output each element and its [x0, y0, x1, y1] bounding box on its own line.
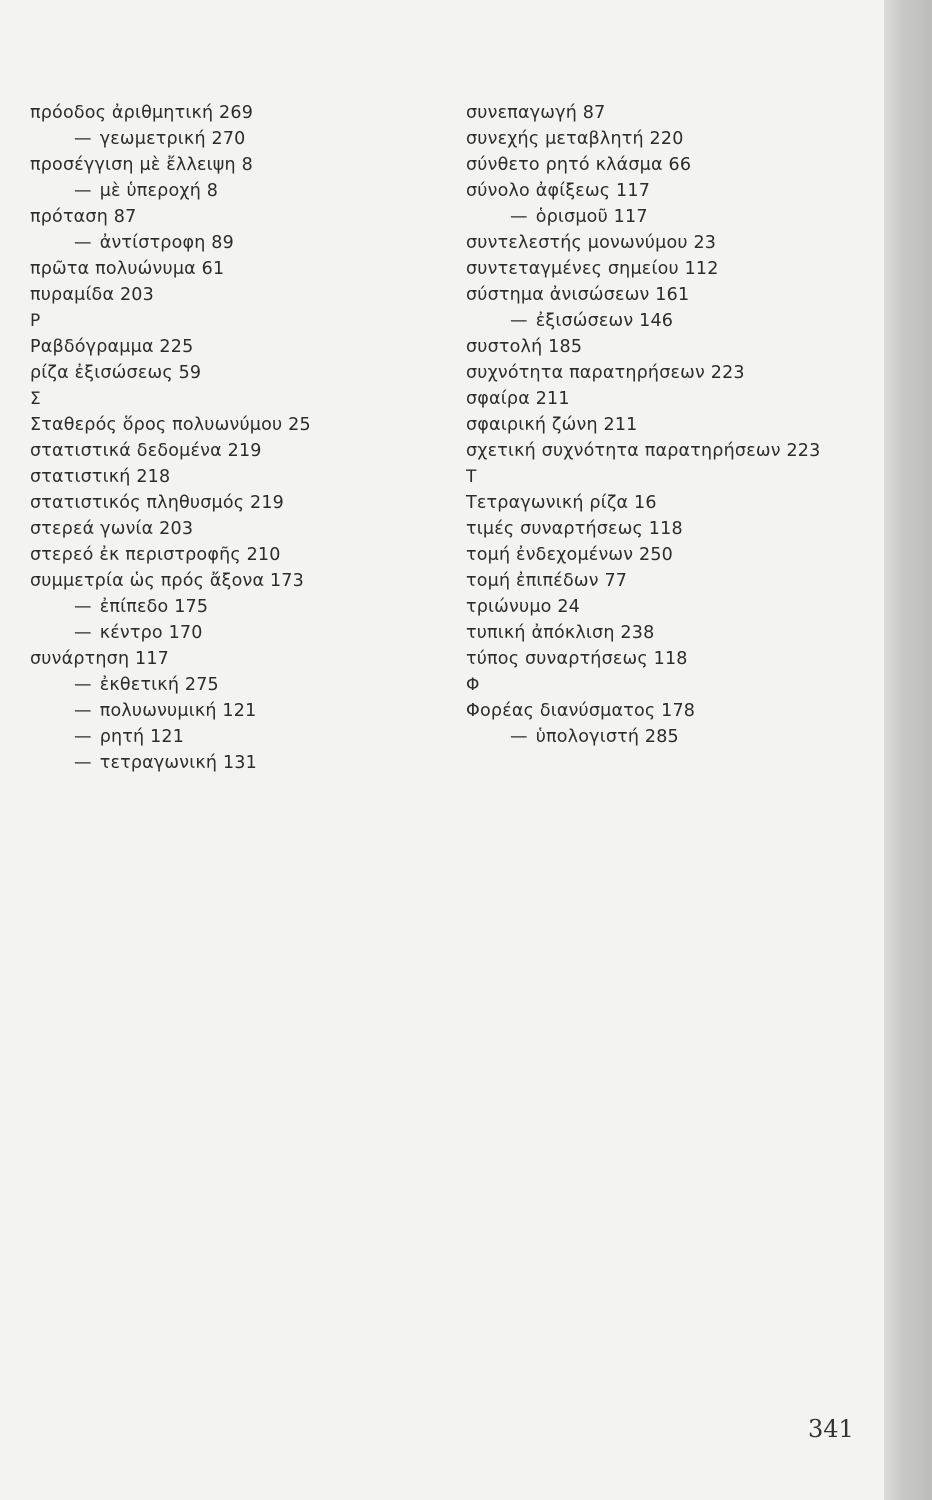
index-entry: συνεπαγωγή 87 [466, 103, 606, 123]
index-entry: τριώνυμο 24 [466, 597, 580, 617]
subentry-dash: — [74, 675, 92, 695]
index-subentry-text: ρητή 121 [99, 727, 185, 747]
subentry-dash: — [74, 597, 92, 617]
index-entry: τομή ἐνδεχομένων 250 [466, 545, 674, 565]
index-subentry [30, 230, 430, 256]
index-entry: πρῶτα πολυώνυμα 61 [30, 259, 225, 279]
index-subentry-text: ἐπίπεδο 175 [99, 597, 209, 617]
subentry-dash: — [74, 233, 92, 253]
index-subentry [30, 698, 430, 724]
index-entry: συμμετρία ὡς πρός ἄξονα 173 [30, 571, 304, 591]
index-subentry-text: πολυωνυμική 121 [99, 701, 257, 721]
index-subentry [30, 724, 430, 750]
index-section-letter: Τ [466, 467, 477, 487]
index-subentry [30, 594, 430, 620]
index-section-letter: Φ [466, 675, 480, 695]
index-entry: στερεό ἐκ περιστροφῆς 210 [30, 545, 281, 565]
index-entry: στατιστικά δεδομένα 219 [30, 441, 262, 461]
subentry-dash: — [510, 727, 528, 747]
index-subentry [466, 724, 896, 750]
index-subentry-text: ἐκθετική 275 [99, 675, 219, 695]
index-entry: Φορέας διανύσματος 178 [466, 701, 696, 721]
index-entry: σφαιρική ζώνη 211 [466, 415, 638, 435]
index-entry: σύνολο ἀφίξεως 117 [466, 181, 651, 201]
index-subentry [466, 308, 896, 334]
index-entry: στερεά γωνία 203 [30, 519, 194, 539]
index-subentry [466, 204, 896, 230]
index-entry: σύστημα ἀνισώσεων 161 [466, 285, 690, 305]
index-subentry-text: ἐξισώσεων 146 [535, 311, 674, 331]
index-subentry [30, 620, 430, 646]
index-subentry-text: γεωμετρική 270 [99, 129, 246, 149]
page-number: 341 [808, 1415, 854, 1443]
index-entry: συχνότητα παρατηρήσεων 223 [466, 363, 745, 383]
index-entry: προσέγγιση μὲ ἔλλειψη 8 [30, 155, 253, 175]
index-entry: στατιστική 218 [30, 467, 171, 487]
index-entry: τυπική ἀπόκλιση 238 [466, 623, 655, 643]
index-subentry-text: ὑπολογιστή 285 [535, 727, 679, 747]
index-entry: πυραμίδα 203 [30, 285, 154, 305]
index-subentry-text: ἀντίστροφη 89 [99, 233, 234, 253]
index-entry: Τετραγωνική ρίζα 16 [466, 493, 657, 513]
index-entry: τομή ἐπιπέδων 77 [466, 571, 628, 591]
index-entry: στατιστικός πληθυσμός 219 [30, 493, 285, 513]
subentry-dash: — [74, 753, 92, 773]
index-entry: ρίζα ἐξισώσεως 59 [30, 363, 202, 383]
index-subentry-text: τετραγωνική 131 [99, 753, 257, 773]
subentry-dash: — [74, 623, 92, 643]
index-entry: σχετική συχνότητα παρατηρήσεων 223 [466, 441, 821, 461]
subentry-dash: — [74, 181, 92, 201]
index-entry: πρόταση 87 [30, 207, 137, 227]
subentry-dash: — [74, 727, 92, 747]
index-column-right [466, 100, 896, 750]
index-subentry-text: μὲ ὑπεροχή 8 [99, 181, 219, 201]
index-entry: τύπος συναρτήσεως 118 [466, 649, 688, 669]
index-entry: Ραβδόγραμμα 225 [30, 337, 194, 357]
index-entry: πρόοδος ἀριθμητική 269 [30, 103, 254, 123]
index-subentry [30, 750, 430, 776]
index-entry: συνεχής μεταβλητή 220 [466, 129, 684, 149]
subentry-dash: — [74, 129, 92, 149]
subentry-dash: — [510, 207, 528, 227]
index-subentry-text: κέντρο 170 [99, 623, 203, 643]
index-entry: σύνθετο ρητό κλάσμα 66 [466, 155, 692, 175]
index-entry: συνάρτηση 117 [30, 649, 170, 669]
index-column-left [30, 100, 430, 776]
index-entry: σφαίρα 211 [466, 389, 570, 409]
index-section-letter: Ρ [30, 311, 41, 331]
index-entry: συντελεστής μονωνύμου 23 [466, 233, 717, 253]
index-subentry [30, 672, 430, 698]
index-subentry [30, 178, 430, 204]
index-entry: συστολή 185 [466, 337, 583, 357]
subentry-dash: — [74, 701, 92, 721]
index-entry: συντεταγμένες σημείου 112 [466, 259, 719, 279]
subentry-dash: — [510, 311, 528, 331]
index-subentry [30, 126, 430, 152]
index-entry: τιμές συναρτήσεως 118 [466, 519, 683, 539]
index-section-letter: Σ [30, 389, 41, 409]
index-entry: Σταθερός ὅρος πολυωνύμου 25 [30, 415, 311, 435]
index-subentry-text: ὁρισμοῦ 117 [535, 207, 648, 227]
